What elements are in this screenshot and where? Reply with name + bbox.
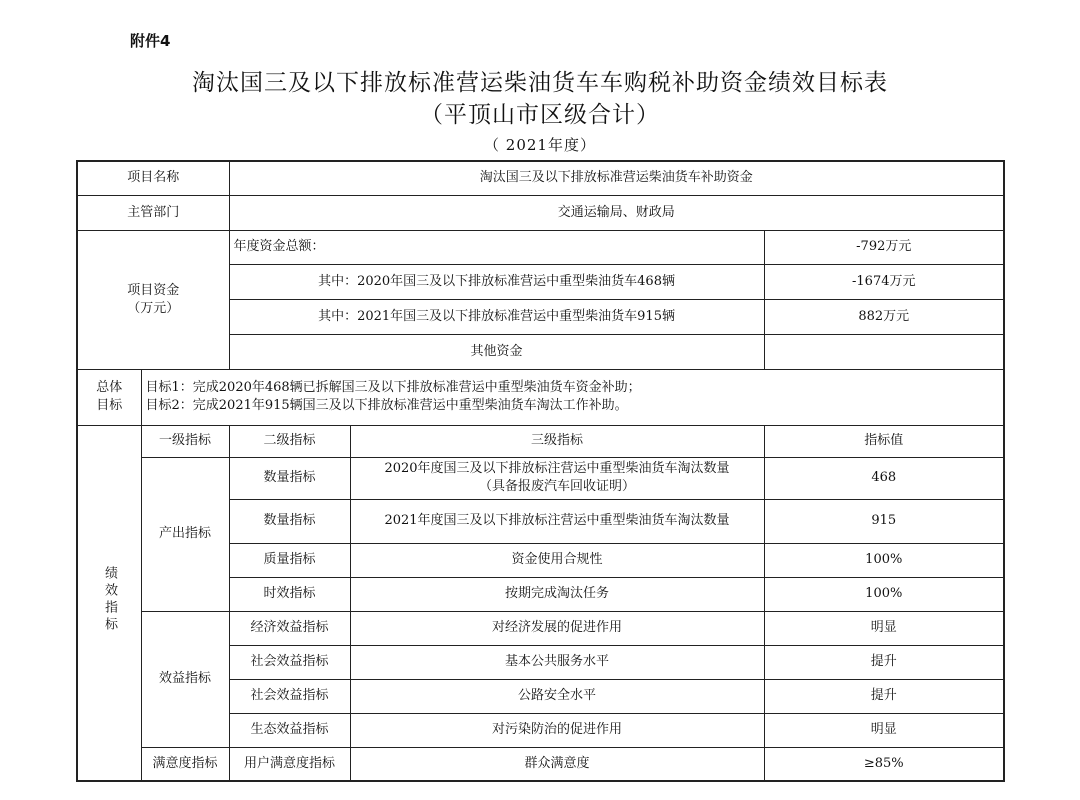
- funds-total-value: -792万元: [764, 230, 1004, 264]
- attachment-label: 附件4: [130, 32, 171, 50]
- benefit-indicator-label: 效益指标: [141, 611, 229, 747]
- funds-label: [77, 230, 229, 369]
- funds-total-label: 年度资金总额：: [229, 230, 764, 264]
- table-row: [77, 230, 1004, 264]
- output-indicator-label: 产出指标: [141, 457, 229, 611]
- benefit-level3: 基本公共服务水平: [350, 645, 764, 679]
- funds-label-line1: 项目资金: [127, 282, 180, 298]
- satisfaction-level3: 群众满意度: [350, 747, 764, 781]
- table-row: [77, 611, 1004, 645]
- goal-1: 目标1：完成2020年468辆已拆解国三及以下排放标准营运中重型柴油货车资金补助；: [145, 380, 641, 396]
- overall-goal-text: [141, 369, 1004, 425]
- output-value: 100%: [764, 577, 1004, 611]
- output-value: 468: [764, 457, 1004, 499]
- output-level2: 时效指标: [229, 577, 350, 611]
- output-level3-line1: 2020年度国三及以下排放标注营运中重型柴油货车淘汰数量: [384, 461, 730, 477]
- header-value: 指标值: [764, 425, 1004, 457]
- benefit-value: 明显: [764, 611, 1004, 645]
- overall-goal-label: [77, 369, 141, 425]
- output-value: 915: [764, 499, 1004, 543]
- project-name-label: 项目名称: [77, 161, 229, 195]
- funds-2021-value: 882万元: [764, 299, 1004, 334]
- funds-2020-value: -1674万元: [764, 264, 1004, 299]
- benefit-value: 明显: [764, 713, 1004, 747]
- satisfaction-level2: 用户满意度指标: [229, 747, 350, 781]
- benefit-level2: 社会效益指标: [229, 679, 350, 713]
- table-row: [77, 369, 1004, 425]
- year-label: （ 2021年度）: [484, 136, 596, 154]
- dept-value: 交通运输局、财政局: [229, 195, 1004, 230]
- performance-label-text: 绩效指标: [102, 565, 118, 634]
- output-level3: [350, 457, 764, 499]
- benefit-level3: 公路安全水平: [350, 679, 764, 713]
- table-row: [77, 747, 1004, 781]
- dept-label: 主管部门: [77, 195, 229, 230]
- performance-target-table: [76, 160, 1005, 782]
- table-row: [77, 195, 1004, 230]
- header-level1: 一级指标: [141, 425, 229, 457]
- funds-2021-label: 其中：2021年国三及以下排放标准营运中重型柴油货车915辆: [229, 299, 764, 334]
- overall-label-line1: 总体: [96, 380, 123, 396]
- benefit-level3: 对污染防治的促进作用: [350, 713, 764, 747]
- header-level3: 三级指标: [350, 425, 764, 457]
- benefit-level2: 社会效益指标: [229, 645, 350, 679]
- page-title: 淘汰国三及以下排放标准营运柴油货车车购税补助资金绩效目标表: [192, 70, 888, 96]
- funds-2020-label: 其中：2020年国三及以下排放标准营运中重型柴油货车468辆: [229, 264, 764, 299]
- header-level2: 二级指标: [229, 425, 350, 457]
- output-level2: 质量指标: [229, 543, 350, 577]
- satisfaction-value: ≥85%: [764, 747, 1004, 781]
- output-level3: 2021年度国三及以下排放标注营运中重型柴油货车淘汰数量: [350, 499, 764, 543]
- benefit-level2: 生态效益指标: [229, 713, 350, 747]
- project-name-value: 淘汰国三及以下排放标准营运柴油货车补助资金: [229, 161, 1004, 195]
- overall-label-line2: 目标: [96, 398, 123, 413]
- page-subtitle: （平顶山市区级合计）: [420, 102, 660, 128]
- output-level2: 数量指标: [229, 499, 350, 543]
- funds-label-line2: （万元）: [127, 300, 180, 316]
- output-level3: 资金使用合规性: [350, 543, 764, 577]
- table-row: [77, 161, 1004, 195]
- goal-2: 目标2：完成2021年915辆国三及以下排放标准营运中重型柴油货车淘汰工作补助。: [145, 398, 628, 413]
- output-level3-line2: （具备报废汽车回收证明）: [479, 479, 636, 494]
- output-level3: 按期完成淘汰任务: [350, 577, 764, 611]
- table-row: [77, 457, 1004, 499]
- funds-other-label: 其他资金: [229, 334, 764, 369]
- table-row: [77, 425, 1004, 457]
- benefit-value: 提升: [764, 645, 1004, 679]
- output-value: 100%: [764, 543, 1004, 577]
- output-level2: 数量指标: [229, 457, 350, 499]
- benefit-level3: 对经济发展的促进作用: [350, 611, 764, 645]
- satisfaction-level1: 满意度指标: [141, 747, 229, 781]
- benefit-value: 提升: [764, 679, 1004, 713]
- performance-label: [77, 425, 141, 781]
- funds-other-value: [764, 334, 1004, 369]
- benefit-level2: 经济效益指标: [229, 611, 350, 645]
